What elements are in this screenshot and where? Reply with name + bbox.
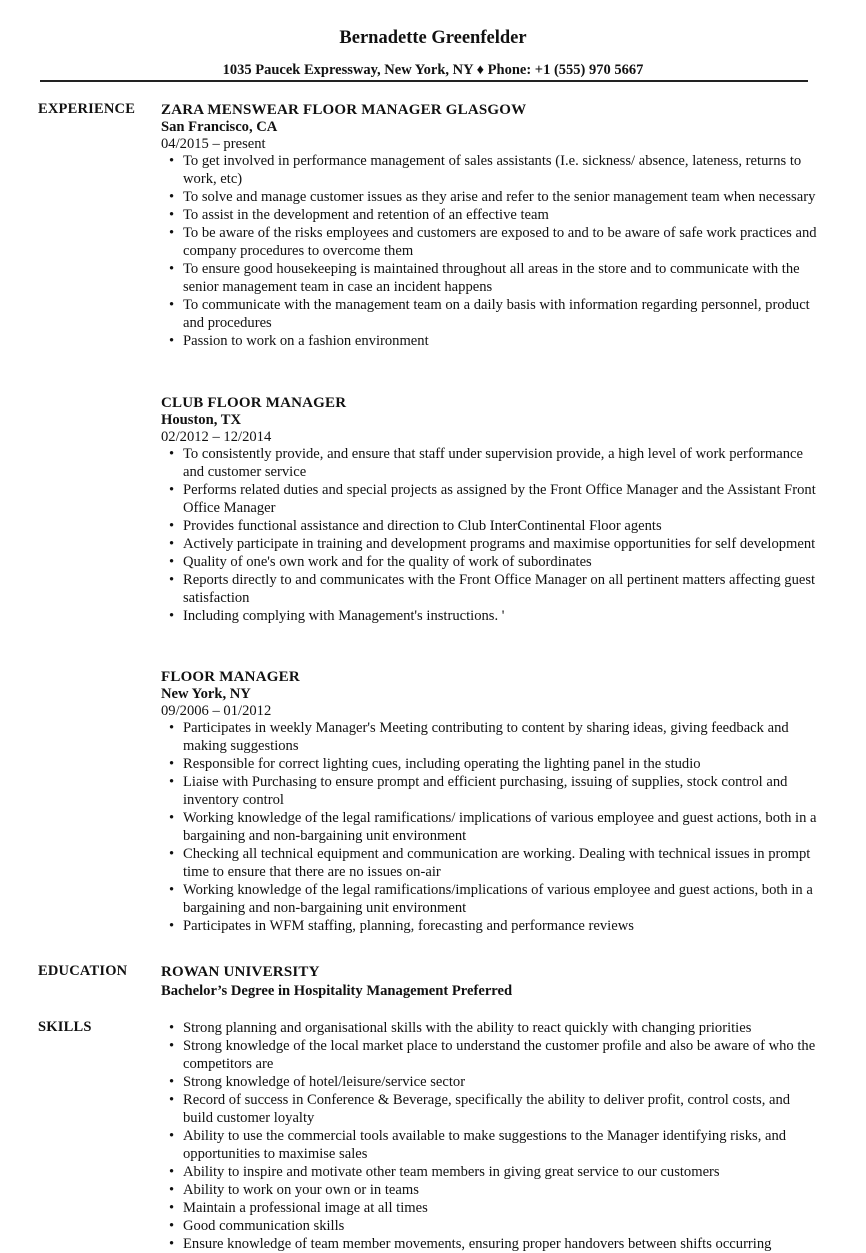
list-item: • Actively participate in training and development programs and maximise opportunities for self development <box>183 535 821 553</box>
list-item: • Performs related duties and special projects as assigned by the Front Office Manager and the Assistant Front Office Manager <box>183 481 821 517</box>
list-item: • Good communication skills <box>183 1217 821 1235</box>
list-item: • Responsible for correct lighting cues, including operating the lighting panel in the studio <box>183 755 821 773</box>
job-bullets <box>161 719 821 935</box>
list-item: • Checking all technical equipment and communication are working. Dealing with technical issues in prompt time to ensure that there are no issues on-air <box>183 845 821 881</box>
list-item: • Ability to use the commercial tools available to make suggestions to the Manager identifying risks, and opportunities to maximise sales <box>183 1127 821 1163</box>
job-location: San Francisco, CA <box>161 119 278 135</box>
section-title-education: EDUCATION <box>38 963 128 979</box>
list-item: • To ensure good housekeeping is maintained throughout all areas in the store and to communicate with the senior management team in case an incident happens <box>183 260 821 296</box>
list-item: • Maintain a professional image at all times <box>183 1199 821 1217</box>
list-item: • To consistently provide, and ensure that staff under supervision provide, a high level of work performance and customer service <box>183 445 821 481</box>
job-dates: 02/2012 – 12/2014 <box>161 429 272 445</box>
list-item: • Liaise with Purchasing to ensure prompt and efficient purchasing, issuing of supplies, stock control and inventory control <box>183 773 821 809</box>
list-item: • To assist in the development and retention of an effective team <box>183 206 821 224</box>
list-item: • Ability to work on your own or in teams <box>183 1181 821 1199</box>
job-bullets <box>161 152 821 350</box>
job-bullets <box>161 445 821 625</box>
list-item: • Participates in weekly Manager's Meeting contributing to content by sharing ideas, giving feedback and making suggestions <box>183 719 821 755</box>
job-dates: 04/2015 – present <box>161 136 266 152</box>
job-title: FLOOR MANAGER <box>161 669 300 685</box>
section-title-skills: SKILLS <box>38 1019 92 1035</box>
list-item: • Ability to inspire and motivate other team members in giving great service to our customers <box>183 1163 821 1181</box>
skills-entry <box>161 1019 821 1253</box>
job-entry <box>161 394 821 625</box>
school-name: ROWAN UNIVERSITY <box>161 964 320 980</box>
list-item: • Record of success in Conference & Beverage, specifically the ability to deliver profit, control costs, and build customer loyalty <box>183 1091 821 1127</box>
list-item: • Working knowledge of the legal ramifications/ implications of various employee and guest actions, both in a bargaining and non-bargaining unit environment <box>183 809 821 845</box>
list-item: • Reports directly to and communicates with the Front Office Manager on all pertinent matters affecting guest satisfaction <box>183 571 821 607</box>
job-location: New York, NY <box>161 686 251 702</box>
list-item: • To solve and manage customer issues as they arise and refer to the senior management team when necessary <box>183 188 821 206</box>
list-item: • Working knowledge of the legal ramifications/implications of various employee and guest actions, both in a bargaining and non-bargaining unit environment <box>183 881 821 917</box>
list-item: • Ensure knowledge of team member movements, ensuring proper handovers between shifts occurring <box>183 1235 821 1253</box>
candidate-name: Bernadette Greenfelder <box>339 28 527 48</box>
list-item: • To get involved in performance management of sales assistants (I.e. sickness/ absence, lateness, returns to work, etc) <box>183 152 821 188</box>
list-item: • To be aware of the risks employees and customers are exposed to and to be aware of safe work practices and company procedures to overcome them <box>183 224 821 260</box>
section-title-experience: EXPERIENCE <box>38 101 136 117</box>
job-entry <box>161 101 821 350</box>
list-item: • Passion to work on a fashion environment <box>183 332 821 350</box>
job-dates: 09/2006 – 01/2012 <box>161 703 272 719</box>
list-item: • Provides functional assistance and direction to Club InterContinental Floor agents <box>183 517 821 535</box>
contact-line: 1035 Paucek Expressway, New York, NY ♦ Phone: +1 (555) 970 5667 <box>222 62 644 78</box>
list-item: • Participates in WFM staffing, planning, forecasting and performance reviews <box>183 917 821 935</box>
job-title: CLUB FLOOR MANAGER <box>161 395 347 411</box>
job-title: ZARA MENSWEAR FLOOR MANAGER GLASGOW <box>161 102 527 118</box>
list-item: • To communicate with the management team on a daily basis with information regarding personnel, product and procedures <box>183 296 821 332</box>
skills-list <box>161 1019 821 1253</box>
list-item: • Strong planning and organisational skills with the ability to react quickly with changing priorities <box>183 1019 821 1037</box>
list-item: • Including complying with Management's instructions. ' <box>183 607 821 625</box>
list-item: • Quality of one's own work and for the quality of work of subordinates <box>183 553 821 571</box>
education-entry <box>161 963 821 1000</box>
job-entry <box>161 668 821 935</box>
list-item: • Strong knowledge of hotel/leisure/service sector <box>183 1073 821 1091</box>
header-divider <box>40 80 808 82</box>
job-location: Houston, TX <box>161 412 242 428</box>
degree: Bachelor’s Degree in Hospitality Management Preferred <box>161 983 513 999</box>
list-item: • Strong knowledge of the local market place to understand the customer profile and also be aware of who the competitors are <box>183 1037 821 1073</box>
